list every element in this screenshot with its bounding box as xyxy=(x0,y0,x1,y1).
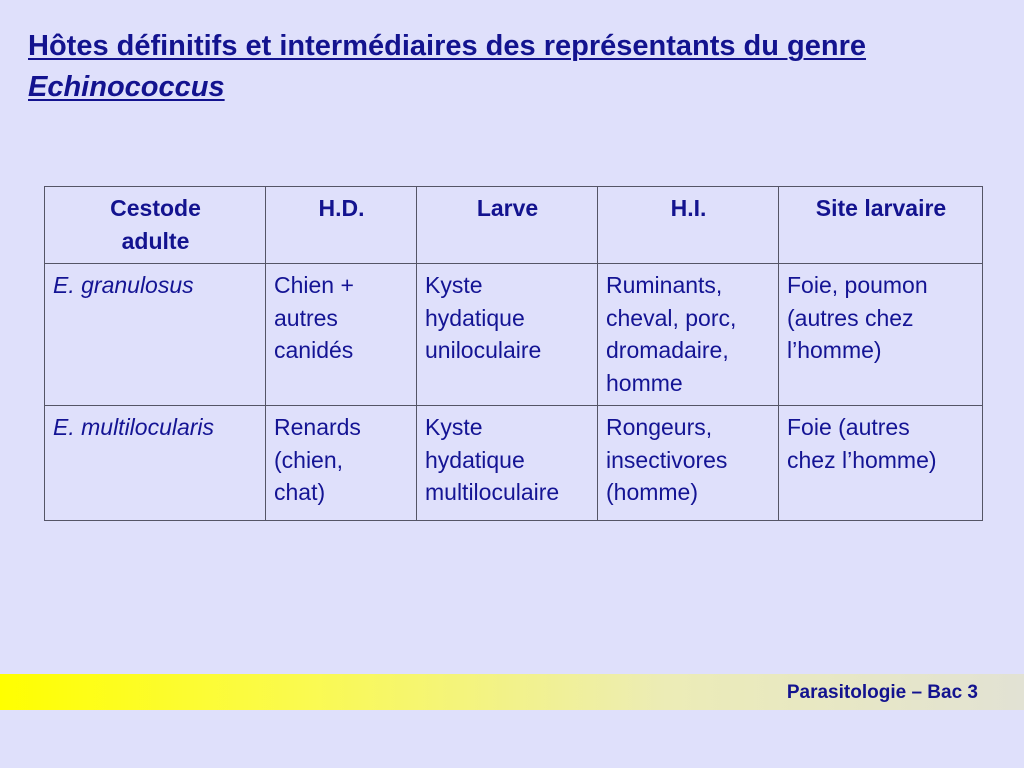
cell-line: Renards xyxy=(274,414,361,440)
footer-course-label: Parasitologie – Bac 3 xyxy=(786,682,978,703)
header-site-larvaire xyxy=(779,187,983,264)
cell-line: Foie (autres xyxy=(787,414,910,440)
header-line: H.I. xyxy=(670,195,707,221)
header-line: Cestode xyxy=(110,195,201,221)
cell-line: uniloculaire xyxy=(425,337,542,363)
cell-site-larvaire xyxy=(779,406,983,521)
cell-line: Kyste xyxy=(425,272,483,298)
cell-line: homme xyxy=(606,369,683,396)
cell-line: Ruminants, xyxy=(606,272,723,298)
cell-line: (homme) xyxy=(606,479,699,505)
cell-larve xyxy=(417,406,598,521)
header-line: adulte xyxy=(121,227,190,254)
table-header-row xyxy=(45,187,983,264)
cell-line: hydatique xyxy=(425,304,525,331)
table-row xyxy=(45,406,983,521)
cell-line: multiloculaire xyxy=(425,479,560,505)
cell-site-larvaire xyxy=(779,264,983,406)
table-row xyxy=(45,264,983,406)
cell-line: (chien, xyxy=(274,446,344,473)
cell-line: E. multilocularis xyxy=(53,414,215,440)
slide-title xyxy=(28,26,988,108)
cell-line: Rongeurs, xyxy=(606,414,713,440)
cell-hi xyxy=(598,264,779,406)
cell-line: chez l’homme) xyxy=(787,446,937,473)
cell-line: dromadaire, xyxy=(606,337,729,363)
header-line: H.D. xyxy=(318,195,365,221)
header-hi xyxy=(598,187,779,264)
slide-title-text: Hôtes définitifs et intermédiaires des représentants du genre xyxy=(28,30,867,62)
cell-line: hydatique xyxy=(425,446,525,473)
cell-line: Foie, poumon xyxy=(787,272,928,298)
header-larve xyxy=(417,187,598,264)
cell-line: Chien + xyxy=(274,272,354,298)
cell-hd xyxy=(266,406,417,521)
cell-line: l’homme) xyxy=(787,337,882,363)
cell-line: (autres chez xyxy=(787,304,914,331)
header-line: Larve xyxy=(476,195,539,221)
cell-hi xyxy=(598,406,779,521)
cell-line: autres xyxy=(274,304,338,331)
cell-line: insectivores xyxy=(606,446,728,473)
slide-title-genus: Echinococcus xyxy=(28,71,225,103)
cell-line: Kyste xyxy=(425,414,483,440)
echinococcus-hosts-table xyxy=(44,186,983,521)
cell-cestode xyxy=(45,264,266,406)
cell-line: E. granulosus xyxy=(53,272,194,298)
cell-larve xyxy=(417,264,598,406)
header-hd xyxy=(266,187,417,264)
cell-hd xyxy=(266,264,417,406)
header-line: Site larvaire xyxy=(815,195,947,221)
cell-line: chat) xyxy=(274,479,326,505)
cell-cestode xyxy=(45,406,266,521)
cell-line: cheval, porc, xyxy=(606,304,737,331)
header-cestode-adulte xyxy=(45,187,266,264)
cell-line: canidés xyxy=(274,337,354,363)
